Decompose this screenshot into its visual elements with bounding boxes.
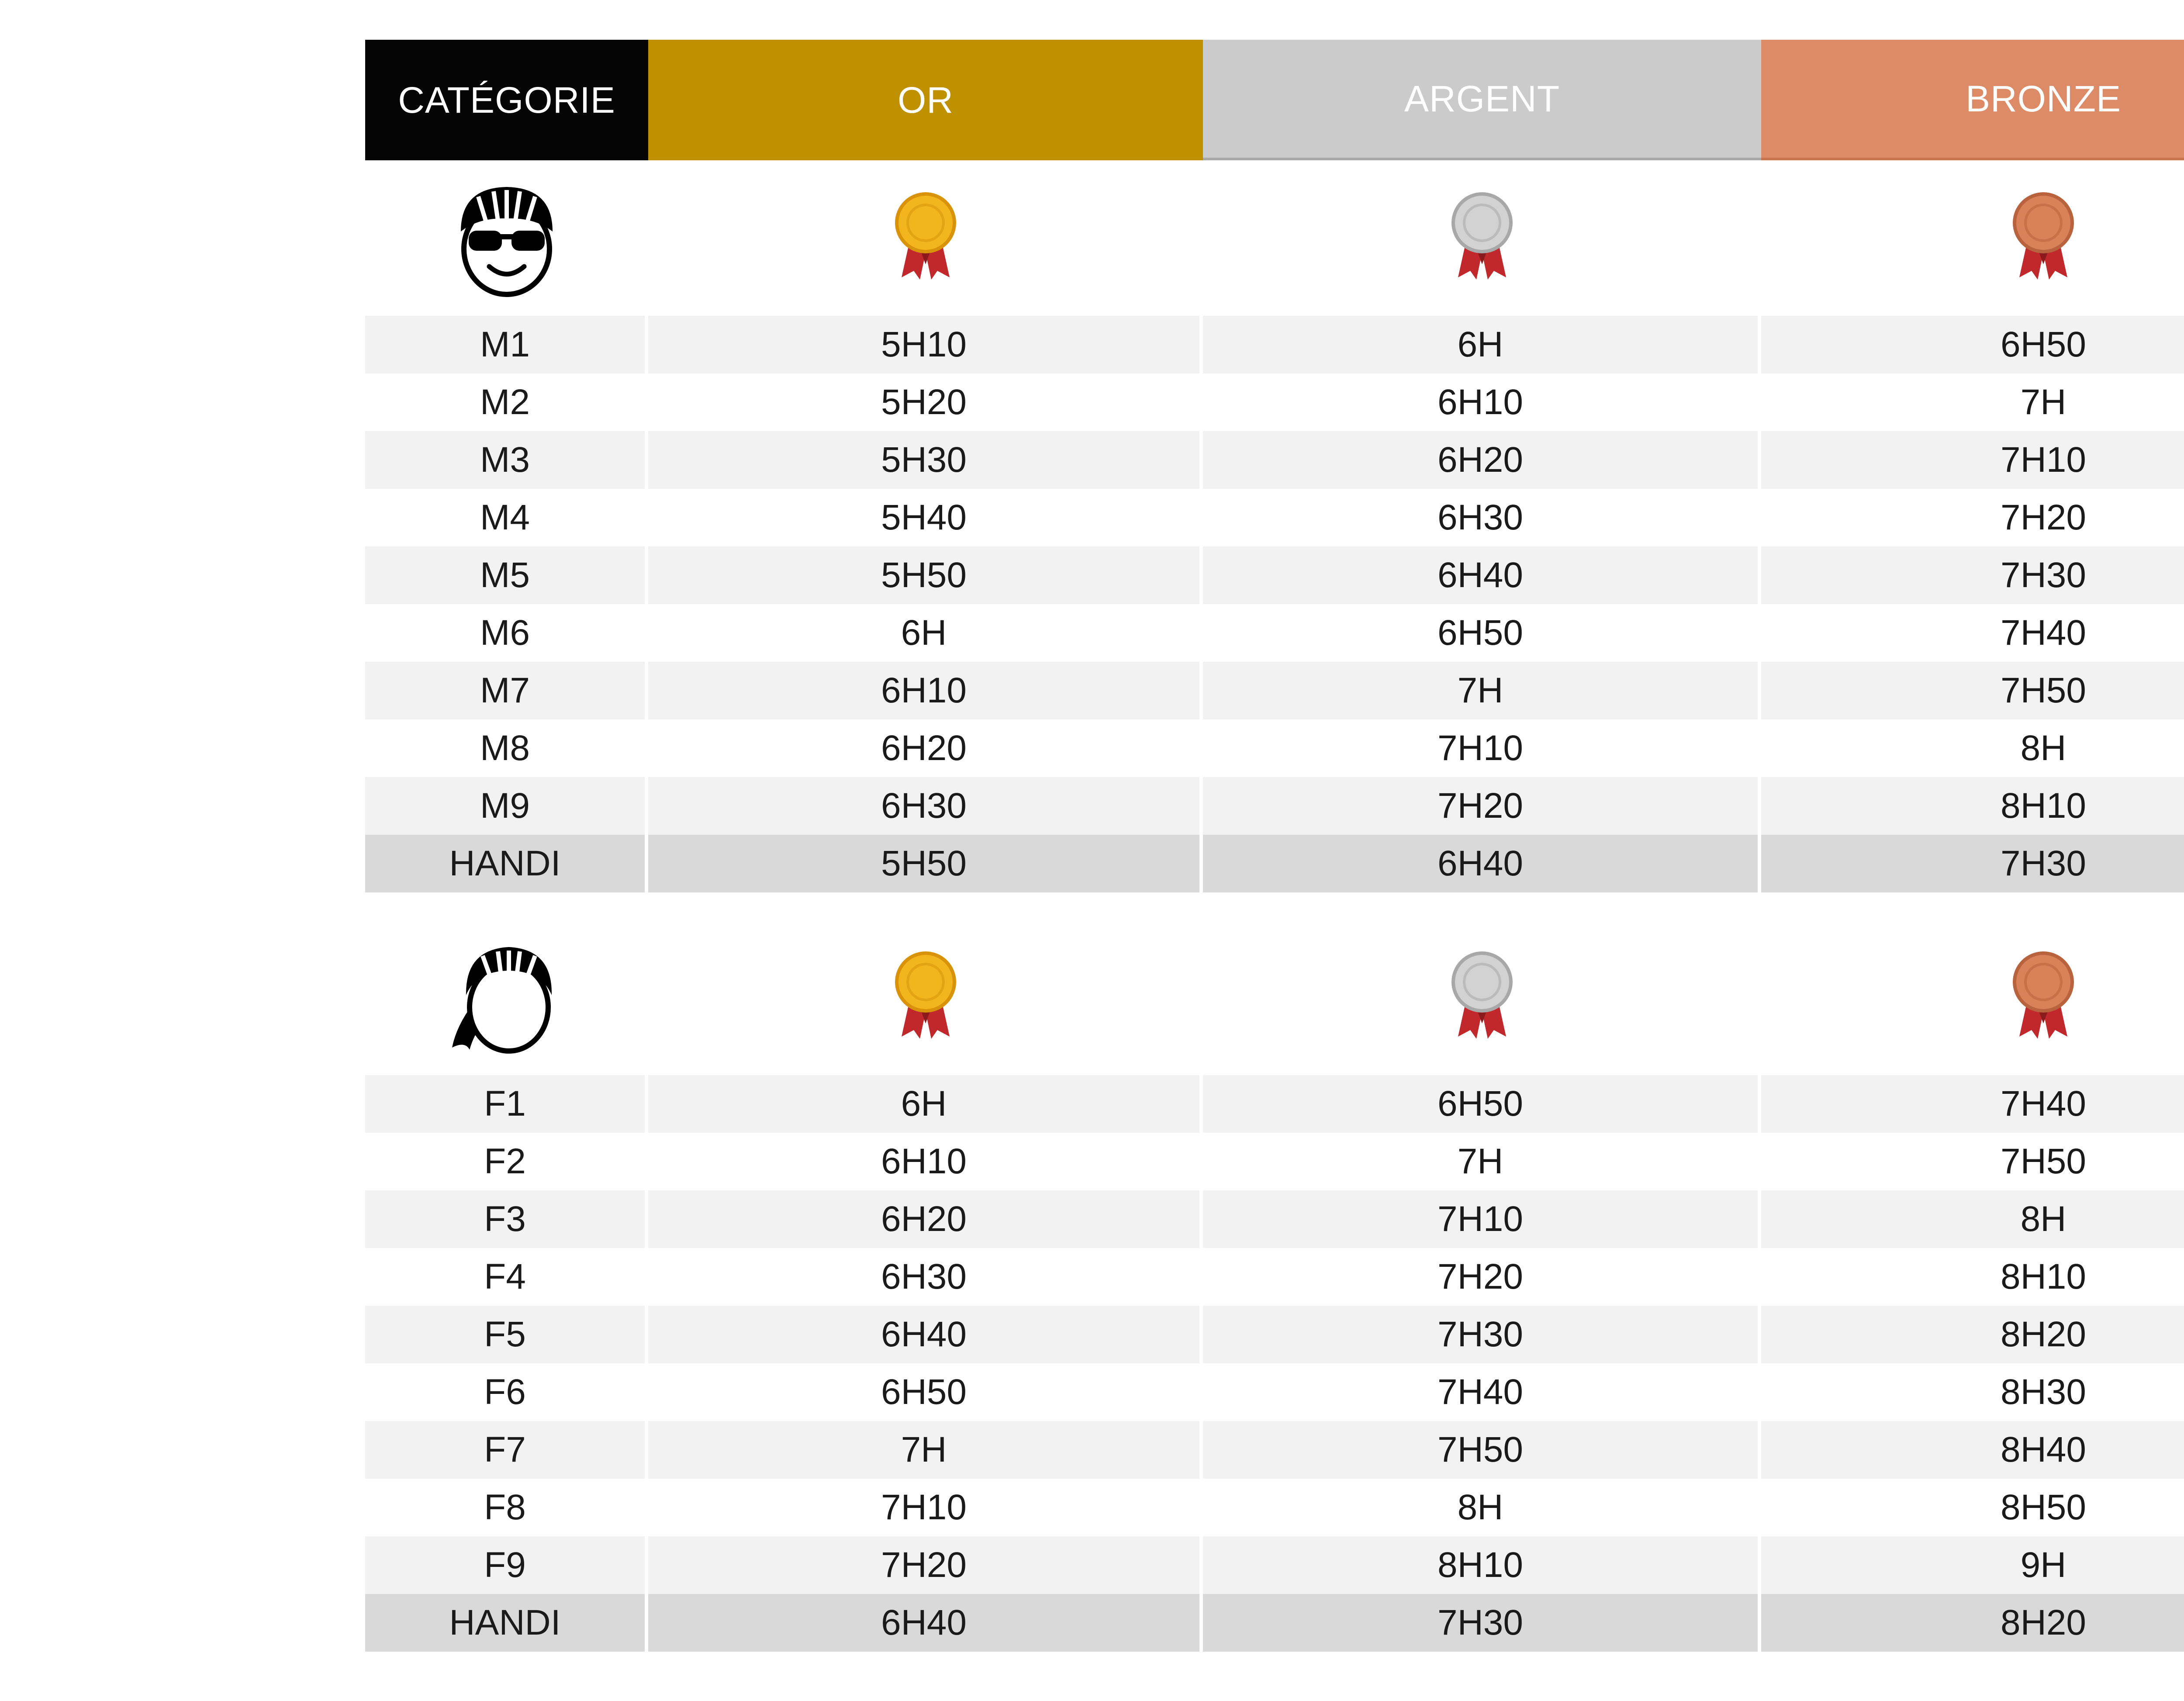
cell-argent: 7H30 — [1203, 1306, 1761, 1363]
cell-cat: M6 — [365, 604, 648, 662]
time-category-table — [365, 40, 2184, 1652]
cell-or: 6H30 — [648, 777, 1203, 835]
table-row — [365, 835, 2184, 892]
cell-or: 5H50 — [648, 835, 1203, 892]
cell-bronze: 7H30 — [1761, 835, 2184, 892]
cell-argent: 6H20 — [1203, 431, 1761, 489]
header-bronze: BRONZE — [1761, 40, 2184, 160]
section-men — [365, 160, 2184, 892]
header-argent: ARGENT — [1203, 40, 1761, 160]
cell-argent: 7H30 — [1203, 1594, 1761, 1652]
table-row — [365, 1536, 2184, 1594]
cell-argent: 7H10 — [1203, 1190, 1761, 1248]
table-row — [365, 1363, 2184, 1421]
cell-or: 5H30 — [648, 431, 1203, 489]
bronze-medal-icon — [2011, 190, 2076, 286]
cell-or: 6H — [648, 604, 1203, 662]
table-row — [365, 719, 2184, 777]
bronze-medal-icon — [2011, 949, 2076, 1045]
cell-bronze: 9H — [1761, 1536, 2184, 1594]
cell-cat: M4 — [365, 489, 648, 546]
table-row — [365, 489, 2184, 546]
cell-or: 7H20 — [648, 1536, 1203, 1594]
cell-bronze: 7H10 — [1761, 431, 2184, 489]
cell-or: 6H40 — [648, 1594, 1203, 1652]
cell-argent: 6H50 — [1203, 604, 1761, 662]
cell-or: 5H50 — [648, 546, 1203, 604]
cell-bronze: 8H20 — [1761, 1306, 2184, 1363]
table-row — [365, 373, 2184, 431]
cell-cat: F4 — [365, 1248, 648, 1306]
cell-bronze: 8H30 — [2000, 1372, 2087, 1412]
cell-or: 7H10 — [648, 1479, 1203, 1536]
cell-bronze: 7H30 — [1761, 546, 2184, 604]
cell-argent: 7H20 — [1203, 1248, 1761, 1306]
cell-cat: F6 — [365, 1363, 648, 1421]
table-row — [365, 1421, 2184, 1479]
cell-cat: M3 — [365, 431, 648, 489]
table-row — [365, 662, 2184, 719]
cell-bronze: 6H50 — [1761, 316, 2184, 373]
cell-or: 6H10 — [648, 1133, 1203, 1190]
table-row — [365, 1075, 2184, 1133]
cell-bronze: 7H20 — [2000, 498, 2087, 537]
cell-bronze: 7H40 — [1761, 1075, 2184, 1133]
gold-medal-icon — [893, 949, 958, 1045]
gold-medal-icon — [893, 190, 958, 286]
cell-or: 5H20 — [648, 373, 1203, 431]
cell-bronze: 8H10 — [2000, 1257, 2087, 1296]
cell-cat: M2 — [365, 373, 648, 431]
cell-cat: M1 — [365, 316, 648, 373]
cell-argent: 7H10 — [1203, 719, 1761, 777]
icon-cell — [365, 160, 648, 316]
cell-cat: F7 — [365, 1421, 648, 1479]
cell-argent: 7H — [1203, 662, 1761, 719]
cell-or: 6H40 — [648, 1306, 1203, 1363]
table-row — [365, 1594, 2184, 1652]
cell-bronze: 8H — [2020, 728, 2067, 768]
icon-cell — [648, 920, 1203, 1075]
table-row — [365, 1190, 2184, 1248]
icon-cell — [1761, 160, 2184, 316]
table-row — [365, 1479, 2184, 1536]
cell-bronze: 7H — [2020, 382, 2067, 422]
table-row — [365, 431, 2184, 489]
cell-cat: HANDI — [365, 1594, 648, 1652]
cell-bronze: 8H40 — [1761, 1421, 2184, 1479]
cell-cat: M8 — [365, 719, 648, 777]
cell-or: 6H30 — [648, 1248, 1203, 1306]
table-row — [365, 1306, 2184, 1363]
table-row — [365, 316, 2184, 373]
table-row — [365, 777, 2184, 835]
cell-argent: 8H — [1203, 1479, 1761, 1536]
cell-bronze: 7H50 — [1761, 662, 2184, 719]
cell-argent: 8H10 — [1203, 1536, 1761, 1594]
cell-bronze: 8H20 — [1761, 1594, 2184, 1652]
silver-medal-icon — [1449, 190, 1515, 286]
cell-bronze: 8H — [1761, 1190, 2184, 1248]
sections — [365, 160, 2184, 1652]
cell-or: 5H40 — [648, 489, 1203, 546]
section-women — [365, 920, 2184, 1652]
cell-cat: M9 — [365, 777, 648, 835]
cell-argent: 7H50 — [1203, 1421, 1761, 1479]
cell-argent: 7H — [1203, 1133, 1761, 1190]
cell-cat: F8 — [365, 1479, 648, 1536]
cell-argent: 7H20 — [1203, 777, 1761, 835]
table-row — [365, 604, 2184, 662]
icon-cell — [1203, 160, 1761, 316]
cell-cat: F9 — [365, 1536, 648, 1594]
cell-or: 6H20 — [648, 1190, 1203, 1248]
male-cyclist-icon — [448, 179, 566, 297]
table-row — [365, 546, 2184, 604]
female-cyclist-icon — [448, 938, 566, 1056]
cell-or: 6H20 — [648, 719, 1203, 777]
cell-cat: HANDI — [365, 835, 648, 892]
silver-medal-icon — [1449, 949, 1515, 1045]
cell-cat: M7 — [365, 662, 648, 719]
cell-cat: F1 — [365, 1075, 648, 1133]
cell-cat: F2 — [365, 1133, 648, 1190]
icon-row — [365, 160, 2184, 316]
cell-argent: 6H10 — [1203, 373, 1761, 431]
icon-cell — [1203, 920, 1761, 1075]
header-or: OR — [648, 40, 1203, 160]
cell-cat: F5 — [365, 1306, 648, 1363]
icon-cell — [1761, 920, 2184, 1075]
icon-cell — [365, 920, 648, 1075]
cell-bronze: 8H50 — [2000, 1487, 2087, 1527]
icon-row — [365, 920, 2184, 1075]
header-row — [365, 40, 2184, 160]
cell-cat: M5 — [365, 546, 648, 604]
cell-or: 6H10 — [648, 662, 1203, 719]
header-categorie: CATÉGORIE — [365, 40, 648, 160]
icon-cell — [648, 160, 1203, 316]
cell-or: 6H50 — [648, 1363, 1203, 1421]
cell-or: 6H — [648, 1075, 1203, 1133]
cell-bronze: 8H10 — [1761, 777, 2184, 835]
cell-argent: 6H50 — [1203, 1075, 1761, 1133]
cell-argent: 6H40 — [1203, 546, 1761, 604]
table-row — [365, 1248, 2184, 1306]
cell-argent: 6H — [1203, 316, 1761, 373]
cell-cat: F3 — [365, 1190, 648, 1248]
table-row — [365, 1133, 2184, 1190]
cell-argent: 6H40 — [1203, 835, 1761, 892]
cell-argent: 7H40 — [1203, 1363, 1761, 1421]
cell-bronze: 7H50 — [2000, 1141, 2087, 1181]
cell-bronze: 7H40 — [2000, 613, 2087, 653]
cell-or: 7H — [648, 1421, 1203, 1479]
cell-argent: 6H30 — [1203, 489, 1761, 546]
section-gap — [365, 892, 2184, 920]
cell-or: 5H10 — [648, 316, 1203, 373]
